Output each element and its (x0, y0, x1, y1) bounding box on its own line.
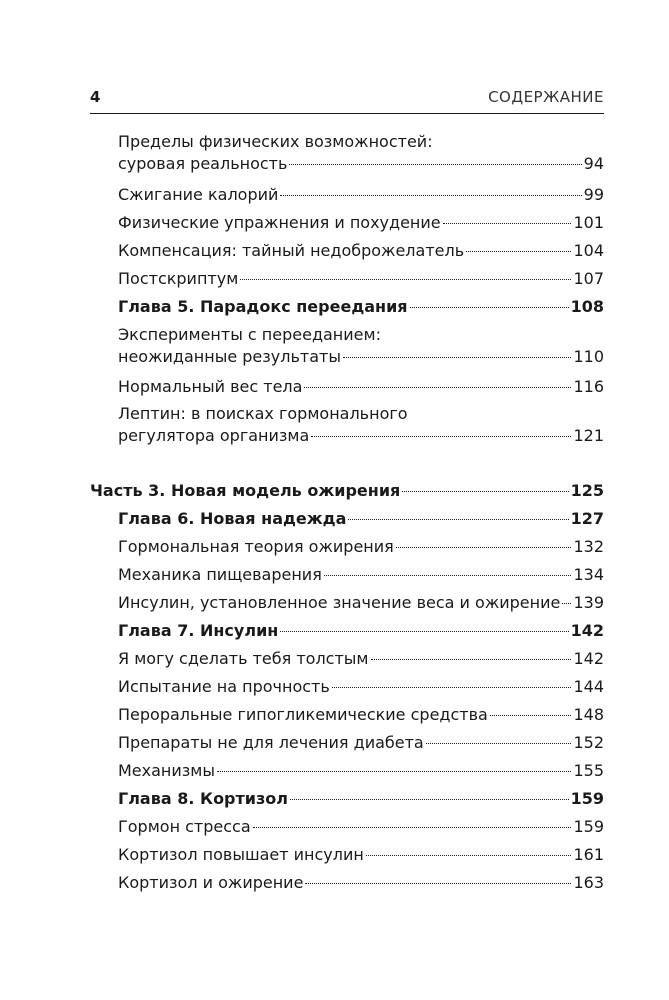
toc-entry-page-number: 108 (570, 297, 604, 316)
toc-entry-title: Механика пищеварения (118, 565, 322, 584)
toc-entry-title: Сжигание калорий (118, 185, 279, 204)
toc-entry-title: Кортизол повышает инсулин (118, 845, 364, 864)
toc-entry (118, 403, 604, 447)
toc-entry (118, 620, 604, 642)
toc-entry (118, 296, 604, 318)
toc-entry-page-number: 94 (583, 154, 604, 173)
toc-dot-leader (290, 799, 569, 800)
toc-entry (90, 480, 604, 502)
toc-dot-leader (280, 195, 581, 196)
toc-entry-title: Глава 8. Кортизол (118, 789, 288, 808)
toc-entry-title: Гормональная теория ожирения (118, 537, 394, 556)
toc-entry-row (118, 376, 604, 398)
toc-entry-page-number: 163 (573, 873, 604, 892)
toc-entry-row (118, 592, 604, 614)
toc-dot-leader (490, 715, 572, 716)
toc-entry-page-number: 152 (573, 733, 604, 752)
toc-entry-row (118, 212, 604, 234)
toc-entry-title-line1: Пределы физических возможностей: (118, 132, 433, 151)
toc-dot-leader (348, 519, 568, 520)
toc-entry-page-number: 159 (573, 817, 604, 836)
toc-entry-page-number: 116 (573, 377, 604, 396)
toc-entry-page-number: 110 (573, 347, 604, 366)
toc-entry-title: Испытание на прочность (118, 677, 330, 696)
toc-entry-page-number: 127 (570, 509, 604, 528)
toc-entry-page-number: 155 (573, 761, 604, 780)
toc-entry-row (118, 732, 604, 754)
toc-entry (118, 376, 604, 398)
toc-entry (118, 872, 604, 894)
toc-entry-row (118, 564, 604, 586)
toc-entry-row (90, 480, 604, 502)
toc-entry-row (118, 425, 604, 447)
toc-entry (118, 592, 604, 614)
page-number: 4 (90, 88, 101, 106)
toc-entry-page-number: 134 (573, 565, 604, 584)
toc-entry-title: регулятора организма (118, 426, 310, 445)
toc-entry-row (118, 184, 604, 206)
toc-entry-page-number: 99 (583, 185, 604, 204)
toc-entry (118, 508, 604, 530)
toc-dot-leader (305, 883, 571, 884)
toc-entry-row (118, 648, 604, 670)
toc-dot-leader (343, 357, 571, 358)
toc-entry-title: Механизмы (118, 761, 215, 780)
toc-dot-leader (562, 603, 571, 604)
toc-entry (118, 648, 604, 670)
toc-entry-row (118, 676, 604, 698)
toc-entry-title: неожиданные результаты (118, 347, 341, 366)
toc-entry-title: Кортизол и ожирение (118, 873, 304, 892)
toc-entry-title: Пероральные гипогликемические средства (118, 705, 488, 724)
toc-entry-page-number: 142 (570, 621, 604, 640)
toc-entry-row (118, 788, 604, 810)
toc-entry-row (118, 508, 604, 530)
toc-entry-title: Глава 7. Инсулин (118, 621, 279, 640)
toc-entry-row (118, 296, 604, 318)
toc-dot-leader (371, 659, 572, 660)
toc-entry-page-number: 101 (573, 213, 604, 232)
toc-entry-page-number: 144 (573, 677, 604, 696)
toc-entry (118, 212, 604, 234)
toc-entry-title: Постскриптум (118, 269, 239, 288)
toc-entry (118, 844, 604, 866)
toc-dot-leader (443, 223, 572, 224)
toc-entry (118, 760, 604, 782)
toc-entry-title: Глава 5. Парадокс переедания (118, 297, 408, 316)
toc-entry (118, 564, 604, 586)
header-rule (90, 113, 604, 114)
toc-entry (118, 324, 604, 368)
toc-dot-leader (311, 436, 571, 437)
toc-entry-page-number: 139 (573, 593, 604, 612)
toc-entry-row (118, 153, 604, 175)
toc-entry-title: Гормон стресса (118, 817, 251, 836)
toc-entry-row (118, 704, 604, 726)
toc-entry-row (118, 760, 604, 782)
toc-entry (118, 704, 604, 726)
toc-entry (118, 184, 604, 206)
toc-dot-leader (324, 575, 572, 576)
toc-entry-page-number: 125 (570, 481, 604, 500)
toc-entry-row (118, 620, 604, 642)
toc-entry (118, 676, 604, 698)
toc-entry-row (118, 872, 604, 894)
toc-dot-leader (426, 743, 572, 744)
toc-entry-title: Инсулин, установленное значение веса и ожирение (118, 593, 561, 612)
toc-entry-page-number: 148 (573, 705, 604, 724)
toc-dot-leader (304, 387, 571, 388)
page-header (90, 88, 604, 108)
toc-dot-leader (217, 771, 571, 772)
toc-entry-row (118, 240, 604, 262)
toc-dot-leader (280, 631, 568, 632)
toc-dot-leader (402, 491, 568, 492)
toc-entry-page-number: 104 (573, 241, 604, 260)
toc-entry-page-number: 142 (573, 649, 604, 668)
running-title: СОДЕРЖАНИЕ (488, 88, 604, 106)
toc-dot-leader (366, 855, 572, 856)
toc-entry-title: Физические упражнения и похудение (118, 213, 441, 232)
toc-entry-page-number: 132 (573, 537, 604, 556)
toc-dot-leader (289, 164, 581, 165)
toc-entry (118, 268, 604, 290)
toc-entry (118, 732, 604, 754)
toc-entry-row (118, 844, 604, 866)
toc-dot-leader (332, 687, 572, 688)
toc-entry (118, 240, 604, 262)
toc-dot-leader (253, 827, 572, 828)
toc-dot-leader (396, 547, 572, 548)
toc-entry-title: Глава 6. Новая надежда (118, 509, 347, 528)
toc-entry-title: Нормальный вес тела (118, 377, 303, 396)
toc-entry-row (118, 536, 604, 558)
toc-entry-title: Препараты не для лечения диабета (118, 733, 424, 752)
toc-entry (118, 536, 604, 558)
toc-dot-leader (466, 251, 571, 252)
toc-entry-title: Я могу сделать тебя толстым (118, 649, 369, 668)
toc-dot-leader (240, 279, 571, 280)
toc-entry (118, 816, 604, 838)
toc-entry-title: Часть 3. Новая модель ожирения (90, 481, 401, 500)
toc-dot-leader (410, 307, 569, 308)
toc-entry-page-number: 161 (573, 845, 604, 864)
toc-entry-row (118, 346, 604, 368)
toc-entry (118, 131, 604, 175)
toc-entry-page-number: 121 (573, 426, 604, 445)
toc-entry-page-number: 107 (573, 269, 604, 288)
toc-entry-row (118, 816, 604, 838)
toc-entry-title-line1: Эксперименты с перееданием: (118, 325, 381, 344)
toc-entry-page-number: 159 (570, 789, 604, 808)
toc-entry-title: Компенсация: тайный недоброжелатель (118, 241, 465, 260)
toc-entry (118, 788, 604, 810)
toc-entry-title: суровая реальность (118, 154, 288, 173)
toc-entry-title-line1: Лептин: в поисках гормонального (118, 404, 408, 423)
toc-entry-row (118, 268, 604, 290)
